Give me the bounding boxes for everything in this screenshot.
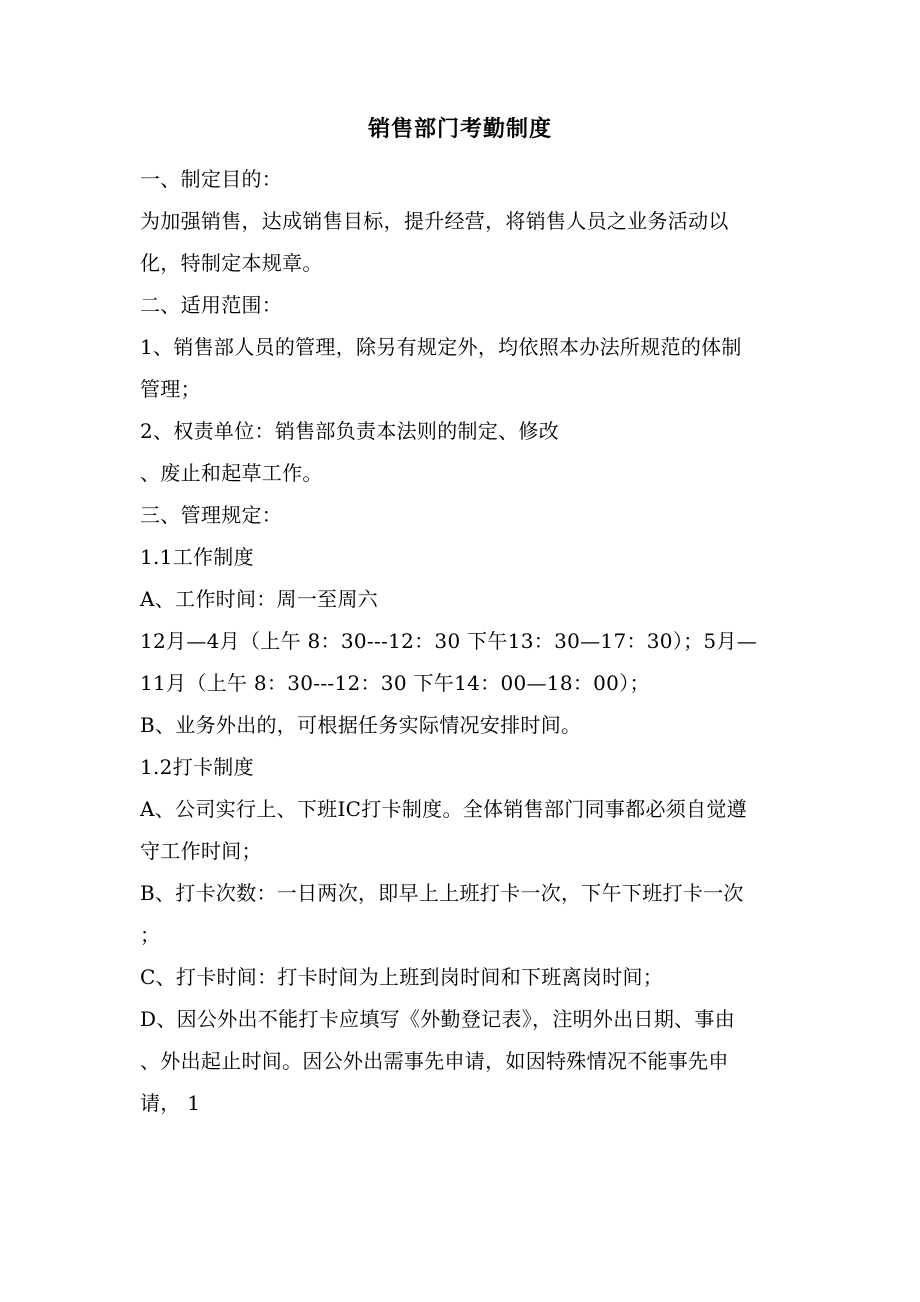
paragraph-line: 为加强销售，达成销售目标，提升经营，将销售人员之业务活动以 bbox=[140, 209, 729, 233]
paragraph-line: 12月—4月（上午 8：30---12：30 下午13：30—17：30）；5月— bbox=[140, 629, 758, 653]
paragraph-line: B、打卡次数：一日两次，即早上上班打卡一次，下午下班打卡一次 bbox=[140, 881, 744, 905]
section-heading: 一、制定目的： bbox=[140, 167, 283, 191]
section-heading: 二、适用范围： bbox=[140, 293, 283, 317]
paragraph-line: 化，特制定本规章。 bbox=[140, 251, 323, 275]
paragraph-line: 、外出起止时间。因公外出需事先申请，如因特殊情况不能事先申 bbox=[140, 1049, 729, 1073]
paragraph-line: A、工作时间：周一至周六 bbox=[140, 587, 379, 611]
subsection-heading: 1.1工作制度 bbox=[140, 545, 254, 569]
paragraph-line: A、公司实行上、下班IC打卡制度。全体销售部门同事都必须自觉遵 bbox=[140, 797, 747, 821]
paragraph-line: 2、权责单位：销售部负责本法则的制定、修改 bbox=[140, 419, 560, 443]
paragraph-line: 1、销售部人员的管理，除另有规定外，均依照本办法所规范的体制 bbox=[140, 335, 742, 359]
paragraph-line: 请， 1 bbox=[140, 1091, 201, 1115]
paragraph-line: 、废止和起草工作。 bbox=[140, 461, 323, 485]
paragraph-line: 11月（上午 8：30---12：30 下午14：00—18：00）； bbox=[140, 671, 650, 695]
paragraph-line: 守工作时间； bbox=[140, 839, 262, 863]
paragraph-line: B、业务外出的，可根据任务实际情况安排时间。 bbox=[140, 713, 582, 737]
document-body bbox=[140, 158, 790, 1124]
paragraph-line: ； bbox=[140, 923, 161, 947]
paragraph-line: D、因公外出不能打卡应填写《外勤登记表》，注明外出日期、事由 bbox=[140, 1007, 736, 1031]
subsection-heading: 1.2打卡制度 bbox=[140, 755, 254, 779]
section-heading: 三、管理规定： bbox=[140, 503, 283, 527]
paragraph-line: 管理； bbox=[140, 377, 201, 401]
paragraph-line: C、打卡时间：打卡时间为上班到岗时间和下班离岗时间； bbox=[140, 965, 664, 989]
document-title: 销售部门考勤制度 bbox=[367, 116, 552, 142]
